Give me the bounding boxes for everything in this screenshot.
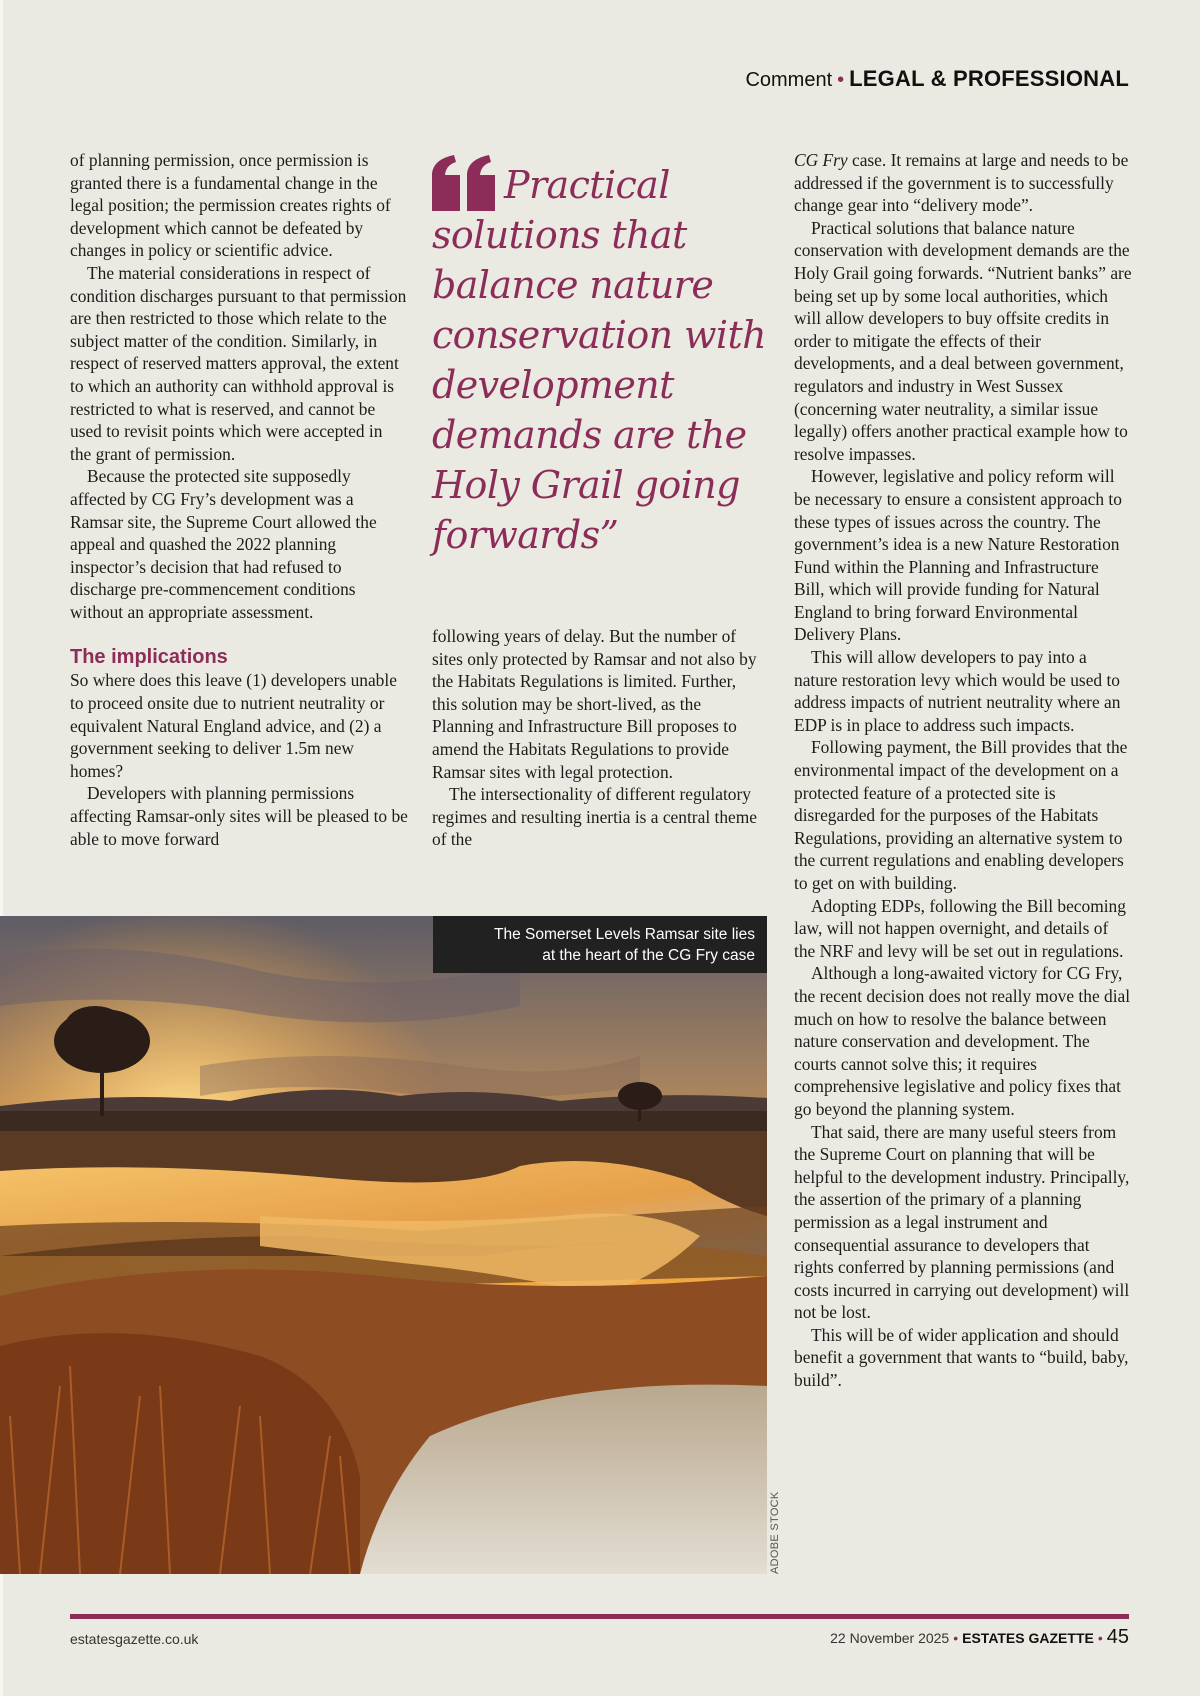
landscape-photo [0,916,767,1574]
subheading: The implications [70,646,228,669]
page-header [745,66,1129,92]
paragraph: That said, there are many useful steers from the Supreme Court on planning that will be helpful to the development industry. Principally, the assertion of the primary of a planning permission as a legal instrument and consequential assurance to developers that rights conferred by planning permissions (and costs incurred in carrying out development) will not be lost. [794,1121,1130,1323]
pull-quote-first-word: Practical [504,163,670,207]
page-number: 45 [1106,1626,1129,1648]
case-name: CG Fry [794,150,848,170]
caption-line: at the heart of the CG Fry case [542,947,755,964]
paragraph: However, legislative and policy reform will be necessary to ensure a consistent approach to these types of issues across the country. The government’s idea is a new Nature Restoration Fund within the Planning and Infrastructure Bill, which will provide funding for Natural England to bring forward Environmental Delivery Plans. [794,466,1122,645]
footer-info [830,1626,1129,1649]
paragraph: The material considerations in respect of condition discharges pursuant to that permission are then restricted to those which relate to the subject matter of the condition. Similarly, in respect of reserved matters approval, the extent to which an authority can withhold approval is restricted to what is reserved, and cannot be used to revisit points which were accepted in the grant of permission. [70,262,407,464]
paragraph: Practical solutions that balance nature conservation with development demands are the Holy Grail going forwards. “Nutrient banks” are being set up by some local authorities, which will allow developers to buy offsite credits in order to mitigate the effects of their developments, and a deal between government, regulators and industry in West Sussex (concerning water neutrality, a similar issue legally) offers another practical example how to resolve impasses. [794,217,1132,464]
header-section-title: LEGAL & PROFESSIONAL [849,66,1129,91]
article-column-2 [432,625,762,851]
paragraph [794,149,1132,217]
footer-rule [70,1614,1129,1619]
paragraph: This will be of wider application and should benefit a government that wants to “build, baby, build”. [794,1324,1129,1391]
paragraph: of planning permission, once permission is granted there is a fundamental change in the legal position; the permission creates rights of development which cannot be defeated by changes in policy or scientific advice. [70,150,391,261]
photo-caption [433,916,767,973]
footer-date: 22 November 2025 [830,1630,950,1646]
article-column-1 [70,149,408,850]
footer-separator: • [953,1630,959,1646]
pull-quote [432,160,772,560]
paragraph-text: case. It remains at large and needs to be addressed if the government is to successfully change gear into “delivery mode”. [794,150,1129,216]
paragraph: Developers with planning permissions affecting Ramsar-only sites will be pleased to be able to move forward [70,783,408,849]
pull-quote-text: solutions that balance nature conservation with development demands are the Holy Grail going forwards” [432,213,766,557]
footer-url: estatesgazette.co.uk [70,1631,199,1647]
paragraph: Adopting EDPs, following the Bill becoming law, will not happen overnight, and details of the NRF and levy will be set out in regulations. [794,895,1126,961]
paragraph: This will allow developers to pay into a nature restoration levy which would be used to address impacts of nutrient neutrality where an EDP is in place to address such impacts. [794,647,1121,735]
footer-separator: • [1097,1630,1103,1646]
paragraph: Although a long-awaited victory for CG Fry, the recent decision does not really move the dial much on how to resolve the balance between nature conservation and development. The courts cannot solve this; it requires comprehensive legislative and policy fixes that go beyond the planning system. [794,963,1131,1119]
paragraph: Because the protected site supposedly affected by CG Fry’s development was a Ramsar site, the Supreme Court allowed the appeal and quashed the 2022 planning inspector’s decision that had refused to discharge pre-commencement conditions without an appropriate assessment. [70,466,377,622]
sunrise-wetland-illustration [0,916,767,1574]
photo-credit: ADOBE STOCK [769,1491,781,1574]
article-column-3 [794,149,1132,1392]
paragraph: Following payment, the Bill provides that the environmental impact of the development on a protected feature of a protected site is disregarded for the purposes of the Habitats Regulations, providing an alternative system to the current regulations and enabling developers to get on with building. [794,737,1128,893]
header-separator: • [837,69,845,91]
caption-line: The Somerset Levels Ramsar site lies [493,926,755,943]
paragraph: The intersectionality of different regulatory regimes and resulting inertia is a central theme of the [432,784,757,850]
paragraph: following years of delay. But the number of sites only protected by Ramsar and not also by the Habitats Regulations is limited. Further, this solution may be short-lived, as the Planning and Infrastructure Bill proposes to amend the Habitats Regulations to provide Ramsar sites with legal protection. [432,626,757,782]
footer-publication: ESTATES GAZETTE [962,1630,1094,1646]
header-comment: Comment [745,69,833,91]
paragraph: So where does this leave (1) developers unable to proceed onsite due to nutrient neutrality or equivalent Natural England advice, and (2) a government seeking to deliver 1.5m new homes? [70,670,397,781]
